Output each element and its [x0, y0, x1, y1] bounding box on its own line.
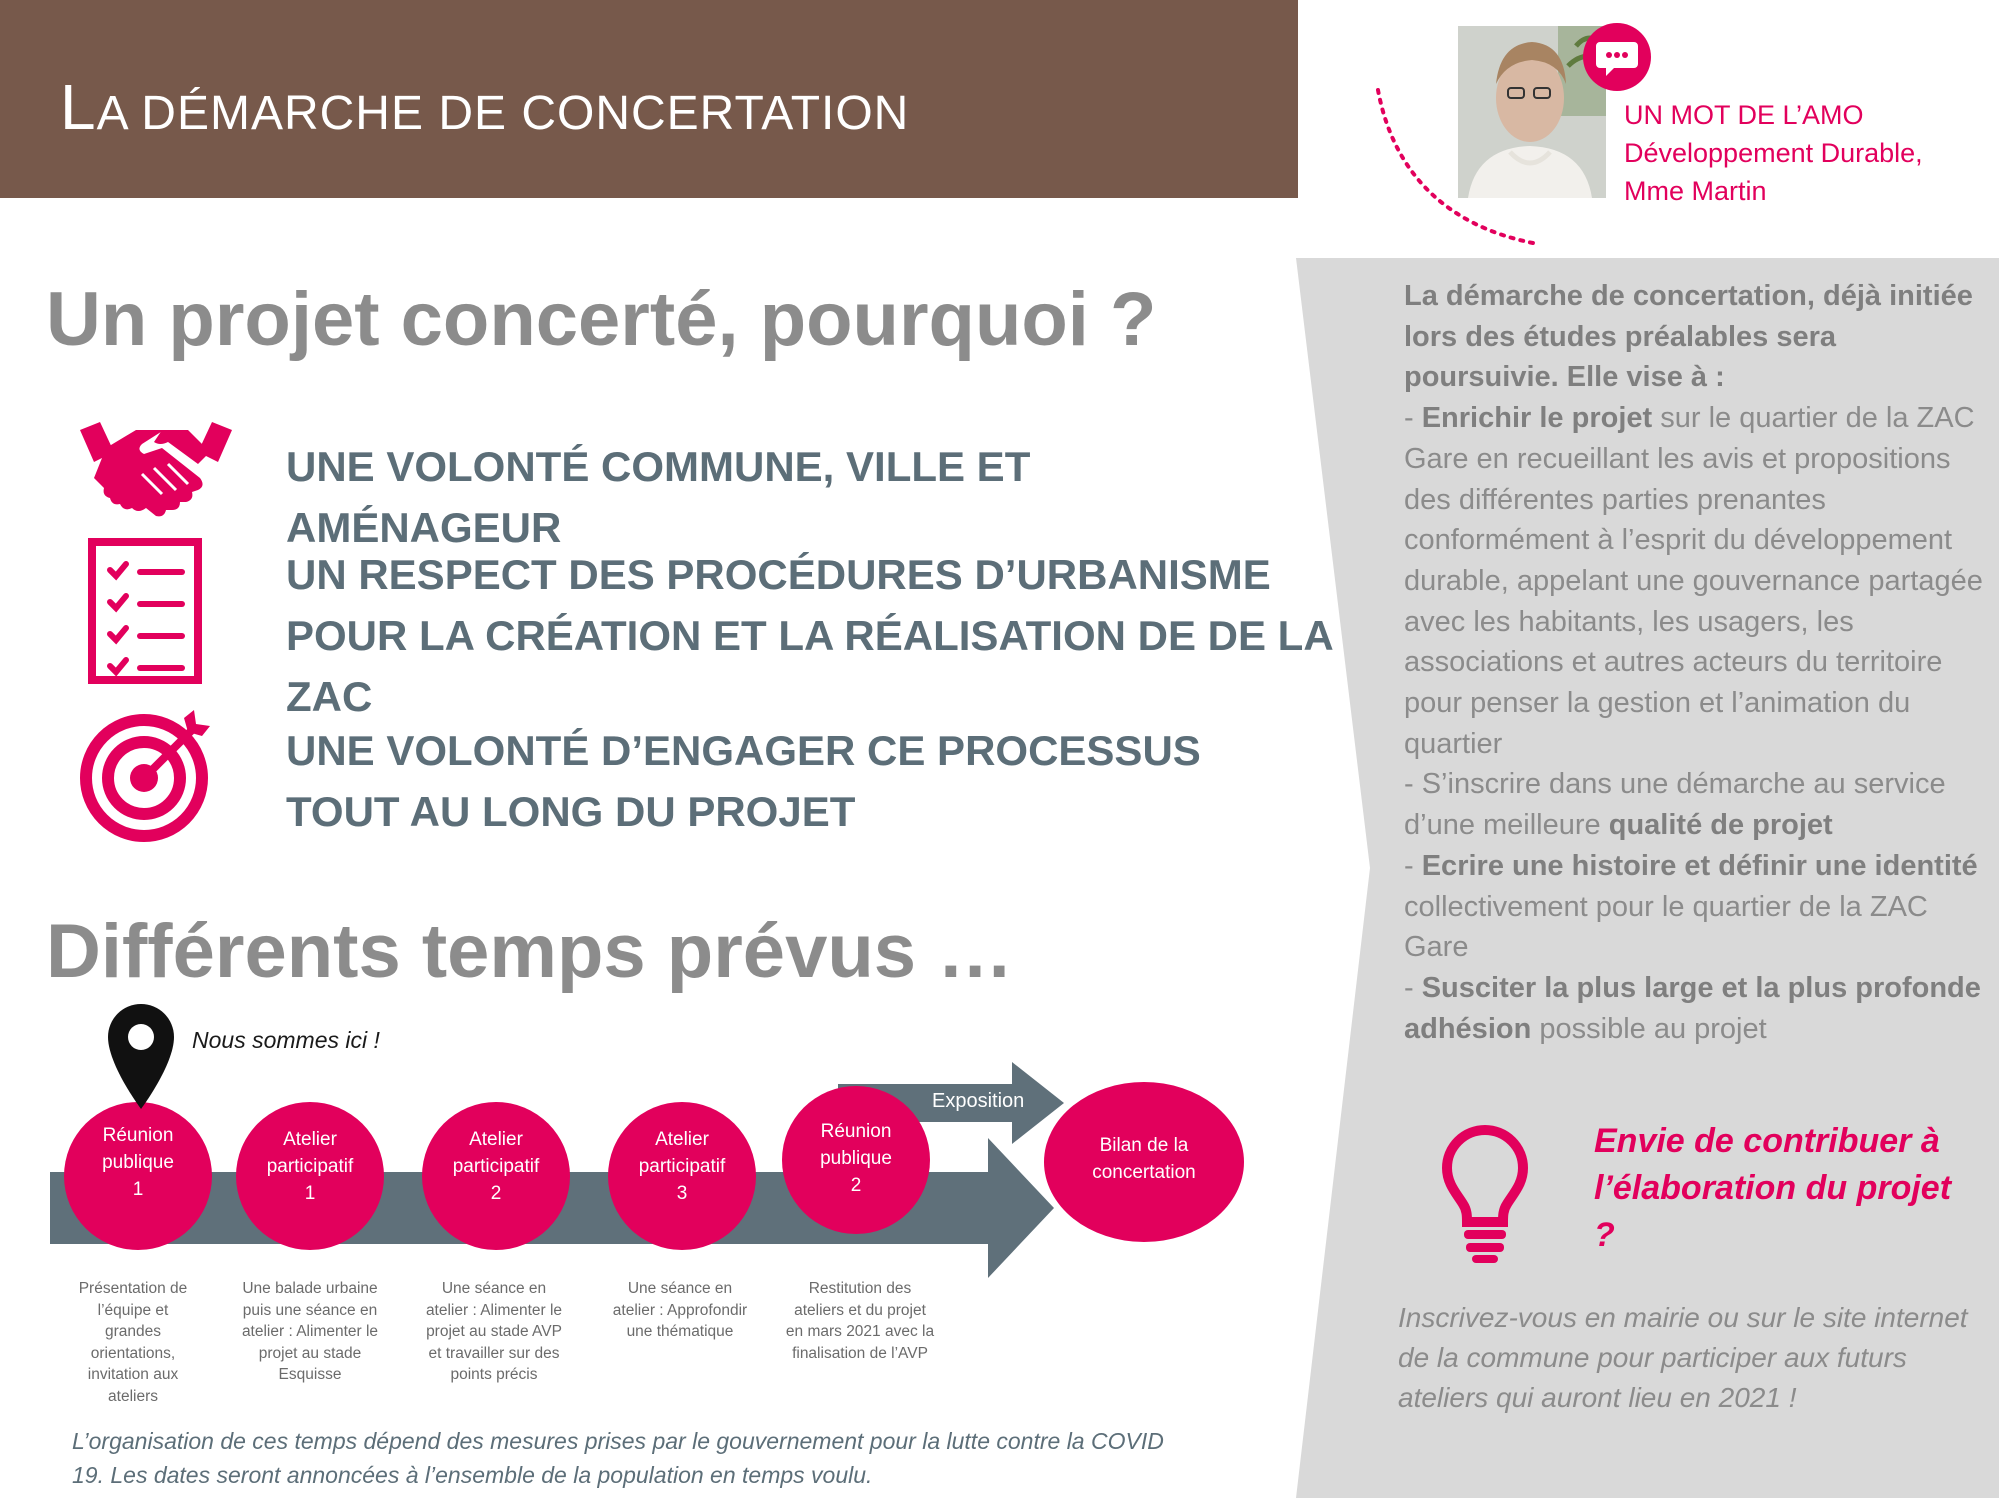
step-label: Réunion publique 2: [820, 1121, 892, 1196]
handshake-icon: [76, 410, 236, 520]
page-title: LA DÉMARCHE DE CONCERTATION: [60, 71, 910, 143]
list-item: UN RESPECT DES PROCÉDURES D’URBANISME POUR LA CRÉATION ET LA RÉALISATION DE DE LA ZAC: [286, 551, 1334, 720]
contribute-text: Inscrivez-vous en mairie ou sur le site internet de la commune pour participer aux futurs ateliers qui auront lieu en 2021 !: [1398, 1302, 1968, 1413]
step-label: Bilan de la concertation: [1092, 1135, 1196, 1183]
covid-footnote: L’organisation de ces temps dépend des mesures prises par le gouvernement pour la lutte contre la COVID 19. Les dates seront annoncées à l’ensemble de la population en temps voulu.: [72, 1428, 1164, 1488]
lightbulb-icon: [1438, 1122, 1532, 1264]
speech-bubble-icon: [1582, 22, 1652, 92]
step-label: Atelier participatif 1: [266, 1129, 354, 1204]
section-title-pourquoi: Un projet concerté, pourquoi ?: [46, 277, 1157, 362]
target-icon: [80, 708, 214, 842]
list-item: UNE VOLONTÉ D’ENGAGER CE PROCESSUS TOUT AU LONG DU PROJET: [286, 727, 1201, 835]
checklist-icon: [88, 538, 202, 684]
exposition-label: Exposition: [932, 1090, 1025, 1112]
step-label: Atelier participatif 3: [638, 1129, 726, 1204]
step-description: Une séance en atelier : Approfondir une thématique: [612, 1280, 748, 1341]
step-label: Réunion publique 1: [102, 1125, 174, 1200]
amo-caption: UN MOT DE L’AMO Développement Durable, Mme Martin: [1624, 100, 1923, 206]
map-pin-icon: [104, 1000, 178, 1114]
concertation-text: La démarche de concertation, déjà initiée lors des études préalables sera poursuivie. Elle vise à : - Enrichir le projet sur le quartier de la ZAC Gare en recueillant les avis et propositions des différentes parties prenantes conformément à l’esprit du développement durable, appelant une gouvernance partagée avec les habitants, les usagers, les associations et autres acteurs du territoire pour penser la gestion et l’animation du quartier - S’inscrire dans une démarche au service d’une meilleure qualité de projet - Ecrire une histoire et définir une identité collectivement pour le quartier de la ZAC Gare - Susciter la plus large et la plus profonde adhésion possible au projet: [1404, 280, 1983, 1045]
section-title-temps: Différents temps prévus …: [46, 909, 1014, 994]
step-label: Atelier participatif 2: [452, 1129, 540, 1204]
here-label: Nous sommes ici !: [192, 1027, 380, 1053]
list-item: UNE VOLONTÉ COMMUNE, VILLE ET AMÉNAGEUR: [286, 443, 1031, 551]
step-description: Restitution des ateliers et du projet en mars 2021 avec la finalisation de l’AVP: [785, 1280, 935, 1362]
step-description: Présentation de l’équipe et grandes orientations, invitation aux ateliers: [78, 1280, 188, 1405]
step-description: Une séance en atelier : Alimenter le projet au stade AVP et travailler sur des points précis: [425, 1280, 563, 1384]
step-description: Une balade urbaine puis une séance en atelier : Alimenter le projet au stade Esquisse: [241, 1280, 379, 1384]
contribute-question: Envie de contribuer à l’élaboration du projet ?: [1594, 1122, 1952, 1254]
